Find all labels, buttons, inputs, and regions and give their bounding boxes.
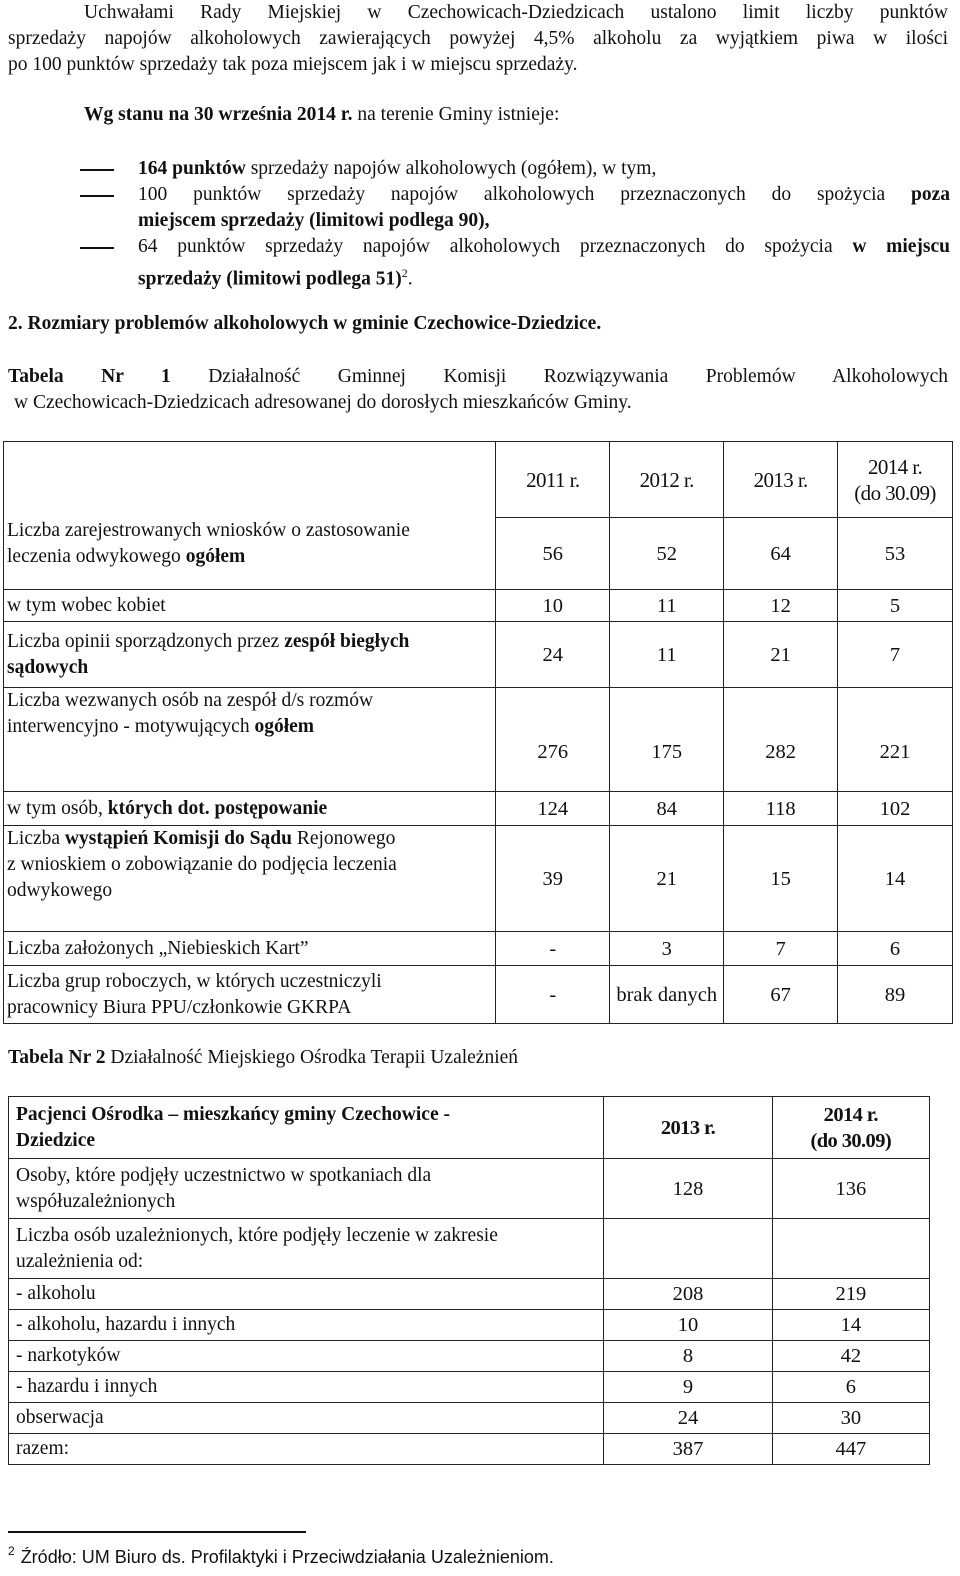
table-row bbox=[4, 792, 953, 826]
table-row bbox=[9, 1341, 930, 1372]
cell-value: - bbox=[496, 966, 610, 1024]
cell-value: 67 bbox=[724, 966, 838, 1024]
bullet-item-total bbox=[80, 156, 950, 182]
cell-value: 136 bbox=[772, 1159, 929, 1219]
cell-value: 447 bbox=[772, 1434, 929, 1465]
table1-caption-label: Tabela Nr 1 bbox=[8, 366, 171, 387]
row-label: - narkotyków bbox=[9, 1341, 604, 1372]
bullet-total-bold: 164 punktów bbox=[138, 158, 246, 179]
column-header-2014: 2014 r. (do 30.09) bbox=[772, 1097, 929, 1159]
column-header-2012: 2012 r. bbox=[610, 442, 724, 518]
column-header-2013: 2013 r. bbox=[724, 442, 838, 518]
cell-value: 128 bbox=[604, 1159, 772, 1219]
table-row bbox=[9, 1279, 930, 1310]
footnote-number: 2 bbox=[8, 1544, 15, 1558]
bullet-off-premise-limit: miejscem sprzedaży (limitowi podlega 90), bbox=[138, 210, 490, 231]
cell-value: 175 bbox=[610, 688, 724, 792]
table1-caption-line-2: w Czechowicach-Dziedzicach adresowanej do dorosłych mieszkańców Gminy. bbox=[14, 392, 632, 413]
dash-icon bbox=[80, 169, 114, 171]
table1-caption-line-1 bbox=[8, 364, 948, 390]
row-label: w tym wobec kobiet bbox=[4, 590, 496, 622]
cell-value: 7 bbox=[724, 932, 838, 966]
cell-value: 6 bbox=[772, 1372, 929, 1403]
cell-value: 124 bbox=[496, 792, 610, 826]
cell-value: 208 bbox=[604, 1279, 772, 1310]
footnote-text: Źródło: UM Biuro ds. Profilaktyki i Przeciwdziałania Uzależnieniom. bbox=[20, 1547, 554, 1567]
table-row bbox=[4, 688, 953, 792]
cell-value: 276 bbox=[496, 688, 610, 792]
motu-activity-table bbox=[8, 1096, 930, 1465]
bullet-on-premise-text: 64 punktów sprzedaży napojów alkoholowych przeznaczonych do spożycia bbox=[138, 236, 853, 257]
cell-value: 10 bbox=[496, 590, 610, 622]
cell-value: 219 bbox=[772, 1279, 929, 1310]
row-label: - hazardu i innych bbox=[9, 1372, 604, 1403]
cell-value: 3 bbox=[610, 932, 724, 966]
intro-line-1: Uchwałami Rady Miejskiej w Czechowicach-Dziedzicach ustalono limit liczby punktów bbox=[84, 2, 948, 23]
cell-value: 42 bbox=[772, 1341, 929, 1372]
cell-value: 118 bbox=[724, 792, 838, 826]
cell-value: 53 bbox=[838, 518, 953, 590]
row-label: - alkoholu bbox=[9, 1279, 604, 1310]
cell-value: 52 bbox=[610, 518, 724, 590]
table2-caption-label: Tabela Nr 2 bbox=[8, 1047, 106, 1068]
footnote-ref: 2 bbox=[401, 266, 408, 280]
table-row bbox=[4, 932, 953, 966]
status-date: Wg stanu na 30 września 2014 r. bbox=[84, 104, 353, 125]
cell-value: 64 bbox=[724, 518, 838, 590]
cell-value: brak danych bbox=[610, 966, 724, 1024]
cell-value: 8 bbox=[604, 1341, 772, 1372]
bullet-on-premise-bold: w miejscu bbox=[852, 236, 951, 257]
table-header-row bbox=[4, 442, 953, 518]
table-row bbox=[9, 1372, 930, 1403]
table-row bbox=[9, 1219, 930, 1279]
status-rest: na terenie Gminy istnieje: bbox=[352, 104, 560, 125]
cell-value: 102 bbox=[838, 792, 953, 826]
row-label: Liczba grup roboczych, w których uczestniczyli pracownicy Biura PPU/członkowie GKRPA bbox=[4, 966, 496, 1024]
gkrpa-activity-table bbox=[3, 441, 953, 1024]
cell-value: 6 bbox=[838, 932, 953, 966]
intro-line-3: po 100 punktów sprzedaży tak poza miejscem jak i w miejscu sprzedaży. bbox=[8, 54, 578, 75]
dash-icon bbox=[80, 195, 114, 197]
table-row bbox=[4, 966, 953, 1024]
bullet-total-text: sprzedaży napojów alkoholowych (ogółem), w tym, bbox=[245, 158, 657, 179]
bullet-off-premise-text: 100 punktów sprzedaży napojów alkoholowych przeznaczonych do spożycia bbox=[138, 184, 911, 205]
cell-value: 89 bbox=[838, 966, 953, 1024]
cell-value bbox=[772, 1219, 929, 1279]
cell-value bbox=[604, 1219, 772, 1279]
cell-value: 11 bbox=[610, 622, 724, 688]
status-line bbox=[84, 102, 944, 128]
cell-value: 221 bbox=[838, 688, 953, 792]
column-header-2014: 2014 r. (do 30.09) bbox=[838, 442, 953, 518]
table-row bbox=[9, 1403, 930, 1434]
table-row bbox=[4, 622, 953, 688]
bullet-on-premise-end: . bbox=[407, 268, 413, 290]
table-row bbox=[4, 826, 953, 932]
cell-value: 56 bbox=[496, 518, 610, 590]
table2-caption-text: Działalność Miejskiego Ośrodka Terapii Uzależnień bbox=[105, 1047, 519, 1068]
table1-caption-text: Działalność Gminnej Komisji Rozwiązywania Problemów Alkoholowych bbox=[170, 366, 948, 387]
cell-value: 12 bbox=[724, 590, 838, 622]
cell-value: 39 bbox=[496, 826, 610, 932]
section-heading: 2. Rozmiary problemów alkoholowych w gminie Czechowice-Dziedzice. bbox=[8, 313, 602, 334]
row-label: w tym osób, których dot. postępowanie bbox=[4, 792, 496, 826]
row-label: Liczba założonych „Niebieskich Kart” bbox=[4, 932, 496, 966]
table-header-empty bbox=[4, 442, 496, 518]
table-row bbox=[9, 1434, 930, 1465]
bullet-item-off-premise bbox=[80, 182, 950, 234]
table-row bbox=[9, 1310, 930, 1341]
table-row bbox=[4, 590, 953, 622]
cell-value: 10 bbox=[604, 1310, 772, 1341]
dash-icon bbox=[80, 247, 114, 249]
cell-value: 5 bbox=[838, 590, 953, 622]
cell-value: 387 bbox=[604, 1434, 772, 1465]
cell-value: 21 bbox=[610, 826, 724, 932]
row-label: razem: bbox=[9, 1434, 604, 1465]
cell-value: 14 bbox=[772, 1310, 929, 1341]
row-label: Liczba opinii sporządzonych przez zespół biegłych sądowych bbox=[4, 622, 496, 688]
row-label: Liczba zarejestrowanych wniosków o zastosowanie leczenia odwykowego ogółem bbox=[4, 518, 496, 590]
bullet-off-premise-bold: poza bbox=[911, 184, 950, 205]
table-header-label: Pacjenci Ośrodka – mieszkańcy gminy Czechowice - Dziedzice bbox=[9, 1097, 604, 1159]
table-row bbox=[4, 518, 953, 590]
cell-value: 30 bbox=[772, 1403, 929, 1434]
column-header-2013: 2013 r. bbox=[604, 1097, 772, 1159]
cell-value: 7 bbox=[838, 622, 953, 688]
table-row bbox=[9, 1159, 930, 1219]
cell-value: 21 bbox=[724, 622, 838, 688]
row-label: - alkoholu, hazardu i innych bbox=[9, 1310, 604, 1341]
row-label: Liczba wystąpień Komisji do Sądu Rejonowego z wnioskiem o zobowiązanie do podjęcia leczenia odwykowego bbox=[4, 826, 496, 932]
footnote bbox=[8, 1538, 554, 1570]
cell-value: 24 bbox=[604, 1403, 772, 1434]
footnote-separator bbox=[8, 1531, 306, 1533]
cell-value: 15 bbox=[724, 826, 838, 932]
row-label: obserwacja bbox=[9, 1403, 604, 1434]
column-header-2011: 2011 r. bbox=[496, 442, 610, 518]
bullet-on-premise-limit: sprzedaży (limitowi podlega 51) bbox=[138, 268, 402, 290]
row-label: Osoby, które podjęły uczestnictwo w spotkaniach dla współuzależnionych bbox=[9, 1159, 604, 1219]
bullet-item-on-premise bbox=[80, 234, 951, 290]
cell-value: 11 bbox=[610, 590, 724, 622]
cell-value: - bbox=[496, 932, 610, 966]
table2-caption bbox=[8, 1045, 948, 1071]
intro-line-2: sprzedaży napojów alkoholowych zawierających powyżej 4,5% alkoholu za wyjątkiem piwa w ilości bbox=[8, 28, 948, 49]
cell-value: 14 bbox=[838, 826, 953, 932]
cell-value: 24 bbox=[496, 622, 610, 688]
cell-value: 282 bbox=[724, 688, 838, 792]
table-header-row bbox=[9, 1097, 930, 1159]
cell-value: 84 bbox=[610, 792, 724, 826]
row-label: Liczba osób uzależnionych, które podjęły leczenie w zakresie uzależnienia od: bbox=[9, 1219, 604, 1279]
cell-value: 9 bbox=[604, 1372, 772, 1403]
row-label: Liczba wezwanych osób na zespół d/s rozmów interwencyjno - motywujących ogółem bbox=[4, 688, 496, 792]
